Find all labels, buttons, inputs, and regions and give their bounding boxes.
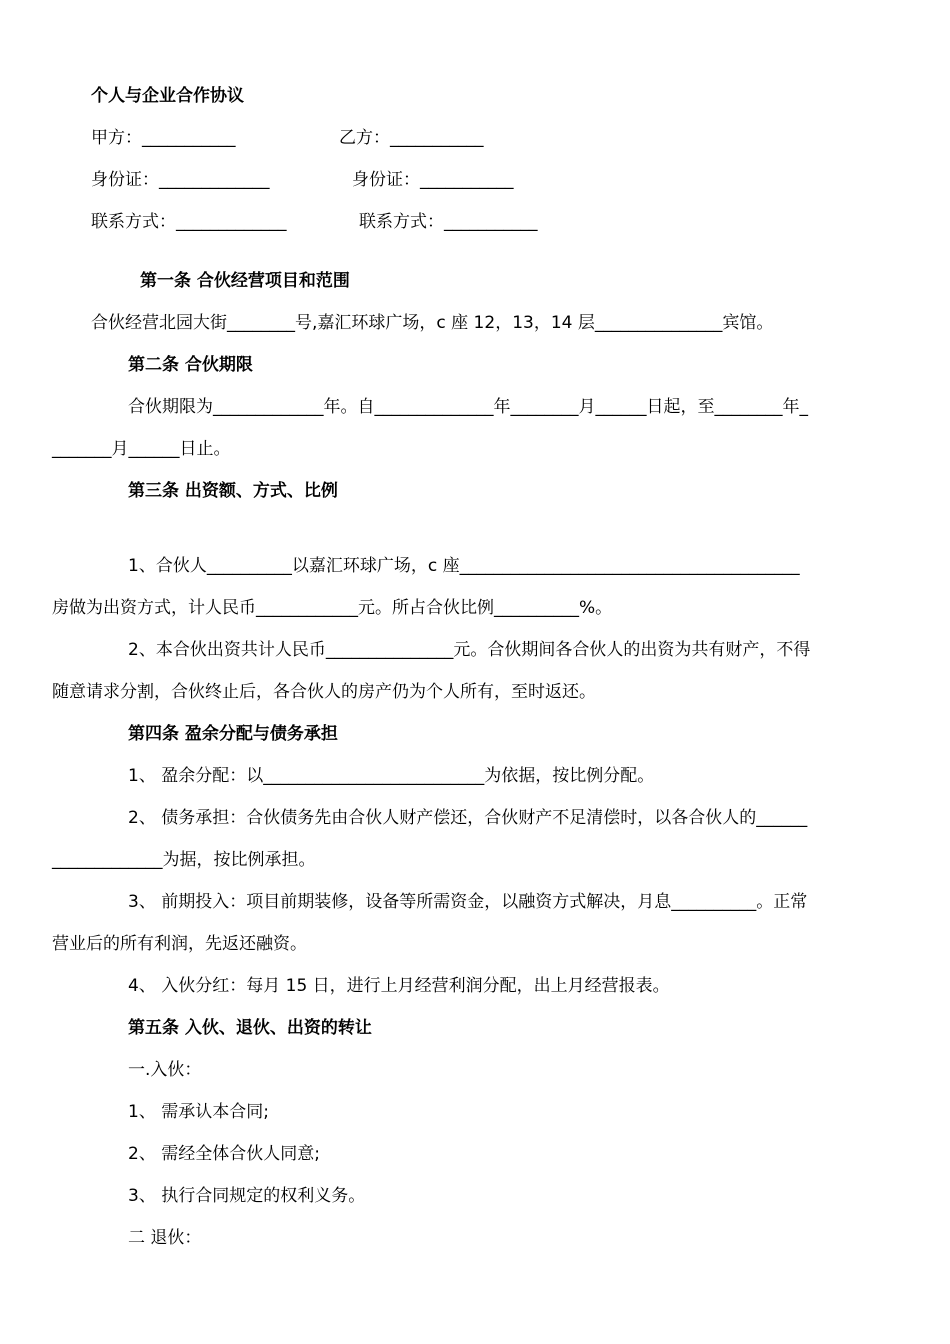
party-b-field: 乙方：___________	[339, 128, 484, 148]
party-a-field: 甲方：___________	[91, 128, 236, 148]
article4-item3-line1: 3、 前期投入：项目前期装修，设备等所需资金，以融资方式解决，月息__________。正常	[128, 892, 808, 912]
article4-item3-line2: 营业后的所有利润，先返还融资。	[52, 934, 307, 954]
article2-text-line1: 合伙期限为_____________年。自______________年________月______日起，至________年_	[128, 397, 808, 417]
join-heading: 一.入伙：	[128, 1060, 202, 1080]
article3-item1-line2: 房做为出资方式，计人民币____________元。所占合伙比例__________%。	[52, 598, 613, 618]
withdraw-heading: 二 退伙：	[128, 1228, 202, 1248]
join-item: 3、 执行合同规定的权利义务。	[128, 1186, 366, 1206]
join-item: 1、 需承认本合同;	[128, 1102, 269, 1122]
article3-item1-line1: 1、合伙人__________以嘉汇环球广场，c 座________________________________________	[128, 556, 800, 576]
article3-item2-line2: 随意请求分割，合伙终止后，各合伙人的房产仍为个人所有，至时返还。	[52, 682, 596, 702]
article4-item2-line2: _____________为据，按比例承担。	[52, 850, 316, 870]
article1-heading: 第一条 合伙经营项目和范围	[140, 271, 350, 291]
article2-text-line2: _______月______日止。	[52, 439, 231, 459]
article3-item2-line1: 2、本合伙出资共计人民币_______________元。合伙期间各合伙人的出资为共有财产，不得	[128, 640, 811, 660]
id-a-field: 身份证：_____________	[91, 170, 270, 190]
article4-item4: 4、 入伙分红：每月 15 日，进行上月经营利润分配，出上月经营报表。	[128, 976, 670, 996]
article3-heading: 第三条 出资额、方式、比例	[128, 481, 338, 501]
article4-item2-line1: 2、 债务承担：合伙债务先由合伙人财产偿还，合伙财产不足清偿时，以各合伙人的______	[128, 808, 808, 828]
join-item: 2、 需经全体合伙人同意;	[128, 1144, 320, 1164]
article5-heading: 第五条 入伙、退伙、出资的转让	[128, 1018, 372, 1038]
contact-b-field: 联系方式：___________	[359, 212, 538, 232]
contact-a-field: 联系方式：_____________	[91, 212, 287, 232]
article4-heading: 第四条 盈余分配与债务承担	[128, 724, 338, 744]
document-title: 个人与企业合作协议	[91, 86, 244, 106]
id-b-field: 身份证：___________	[352, 170, 514, 190]
article2-heading: 第二条 合伙期限	[128, 355, 253, 375]
article4-item1: 1、 盈余分配：以__________________________为依据，按比例分配。	[128, 766, 655, 786]
article1-text: 合伙经营北园大街________号,嘉汇环球广场，c 座 12，13，14 层_______________宾馆。	[91, 313, 774, 333]
